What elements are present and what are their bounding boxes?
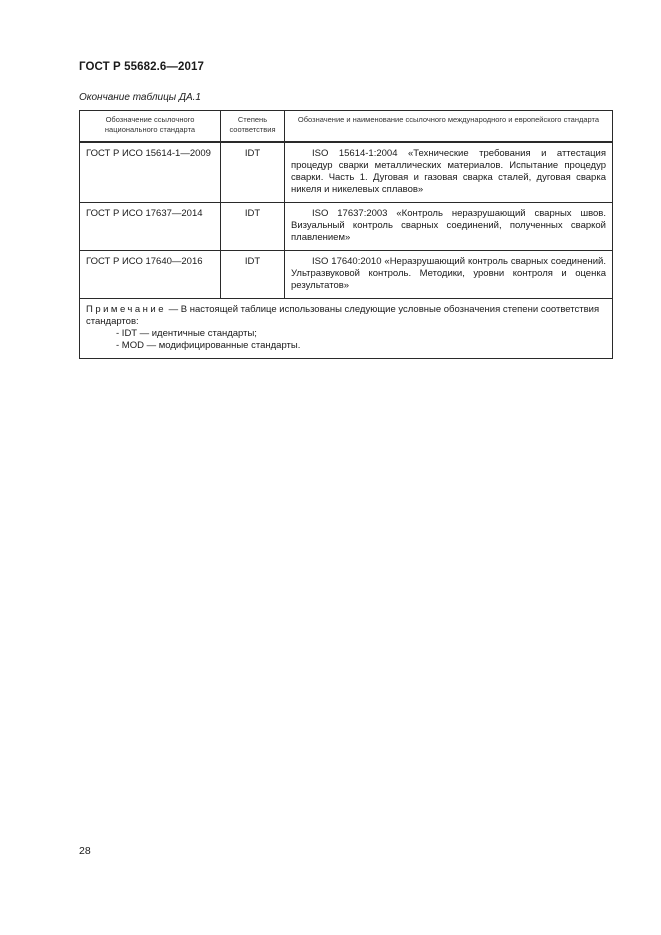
note-cell	[80, 299, 613, 359]
international-standard-cell: ISO 17637:2003 «Контроль неразрушающий сварных швов. Визуальный контроль сварных соединений, полученных сваркой плавлением»	[285, 203, 613, 251]
note-text: — В настоящей таблице использованы следующие условные обозначения степени соответствия стандартов:	[86, 304, 600, 327]
table-row	[80, 203, 613, 251]
column-header-national: Обозначение ссылочного национального стандарта	[80, 111, 221, 143]
note-label: Примечание	[86, 304, 166, 315]
table-caption: Окончание таблицы ДА.1	[79, 92, 201, 103]
degree-cell: IDT	[221, 142, 285, 203]
page-title: ГОСТ Р 55682.6—2017	[79, 61, 204, 73]
national-standard-cell: ГОСТ Р ИСО 17637—2014	[80, 203, 221, 251]
table-header-row	[80, 111, 613, 143]
degree-cell: IDT	[221, 203, 285, 251]
column-header-international: Обозначение и наименование ссылочного международного и европейского стандарта	[285, 111, 613, 143]
note-item-idt: - IDT — идентичные стандарты;	[116, 328, 257, 339]
table-row	[80, 251, 613, 299]
national-standard-cell: ГОСТ Р ИСО 15614-1—2009	[80, 142, 221, 203]
national-standard-cell: ГОСТ Р ИСО 17640—2016	[80, 251, 221, 299]
page-number: 28	[79, 845, 91, 857]
note-row	[80, 299, 613, 359]
note-item-mod: - MOD — модифицированные стандарты.	[116, 340, 301, 351]
international-standard-cell: ISO 17640:2010 «Неразрушающий контроль сварных соединений. Ультразвуковой контроль. Методики, уровни контроля и оценка результатов»	[285, 251, 613, 299]
reference-standards-table	[79, 110, 613, 359]
degree-cell: IDT	[221, 251, 285, 299]
table-row	[80, 142, 613, 203]
international-standard-cell: ISO 15614-1:2004 «Технические требования и аттестация процедур сварки металлических материалов. Испытание процедур сварки. Часть 1. Дуговая и газовая сварка сталей, дуговая сварка никеля и никелевых сплавов»	[285, 142, 613, 203]
column-header-degree: Степень соответствия	[221, 111, 285, 143]
